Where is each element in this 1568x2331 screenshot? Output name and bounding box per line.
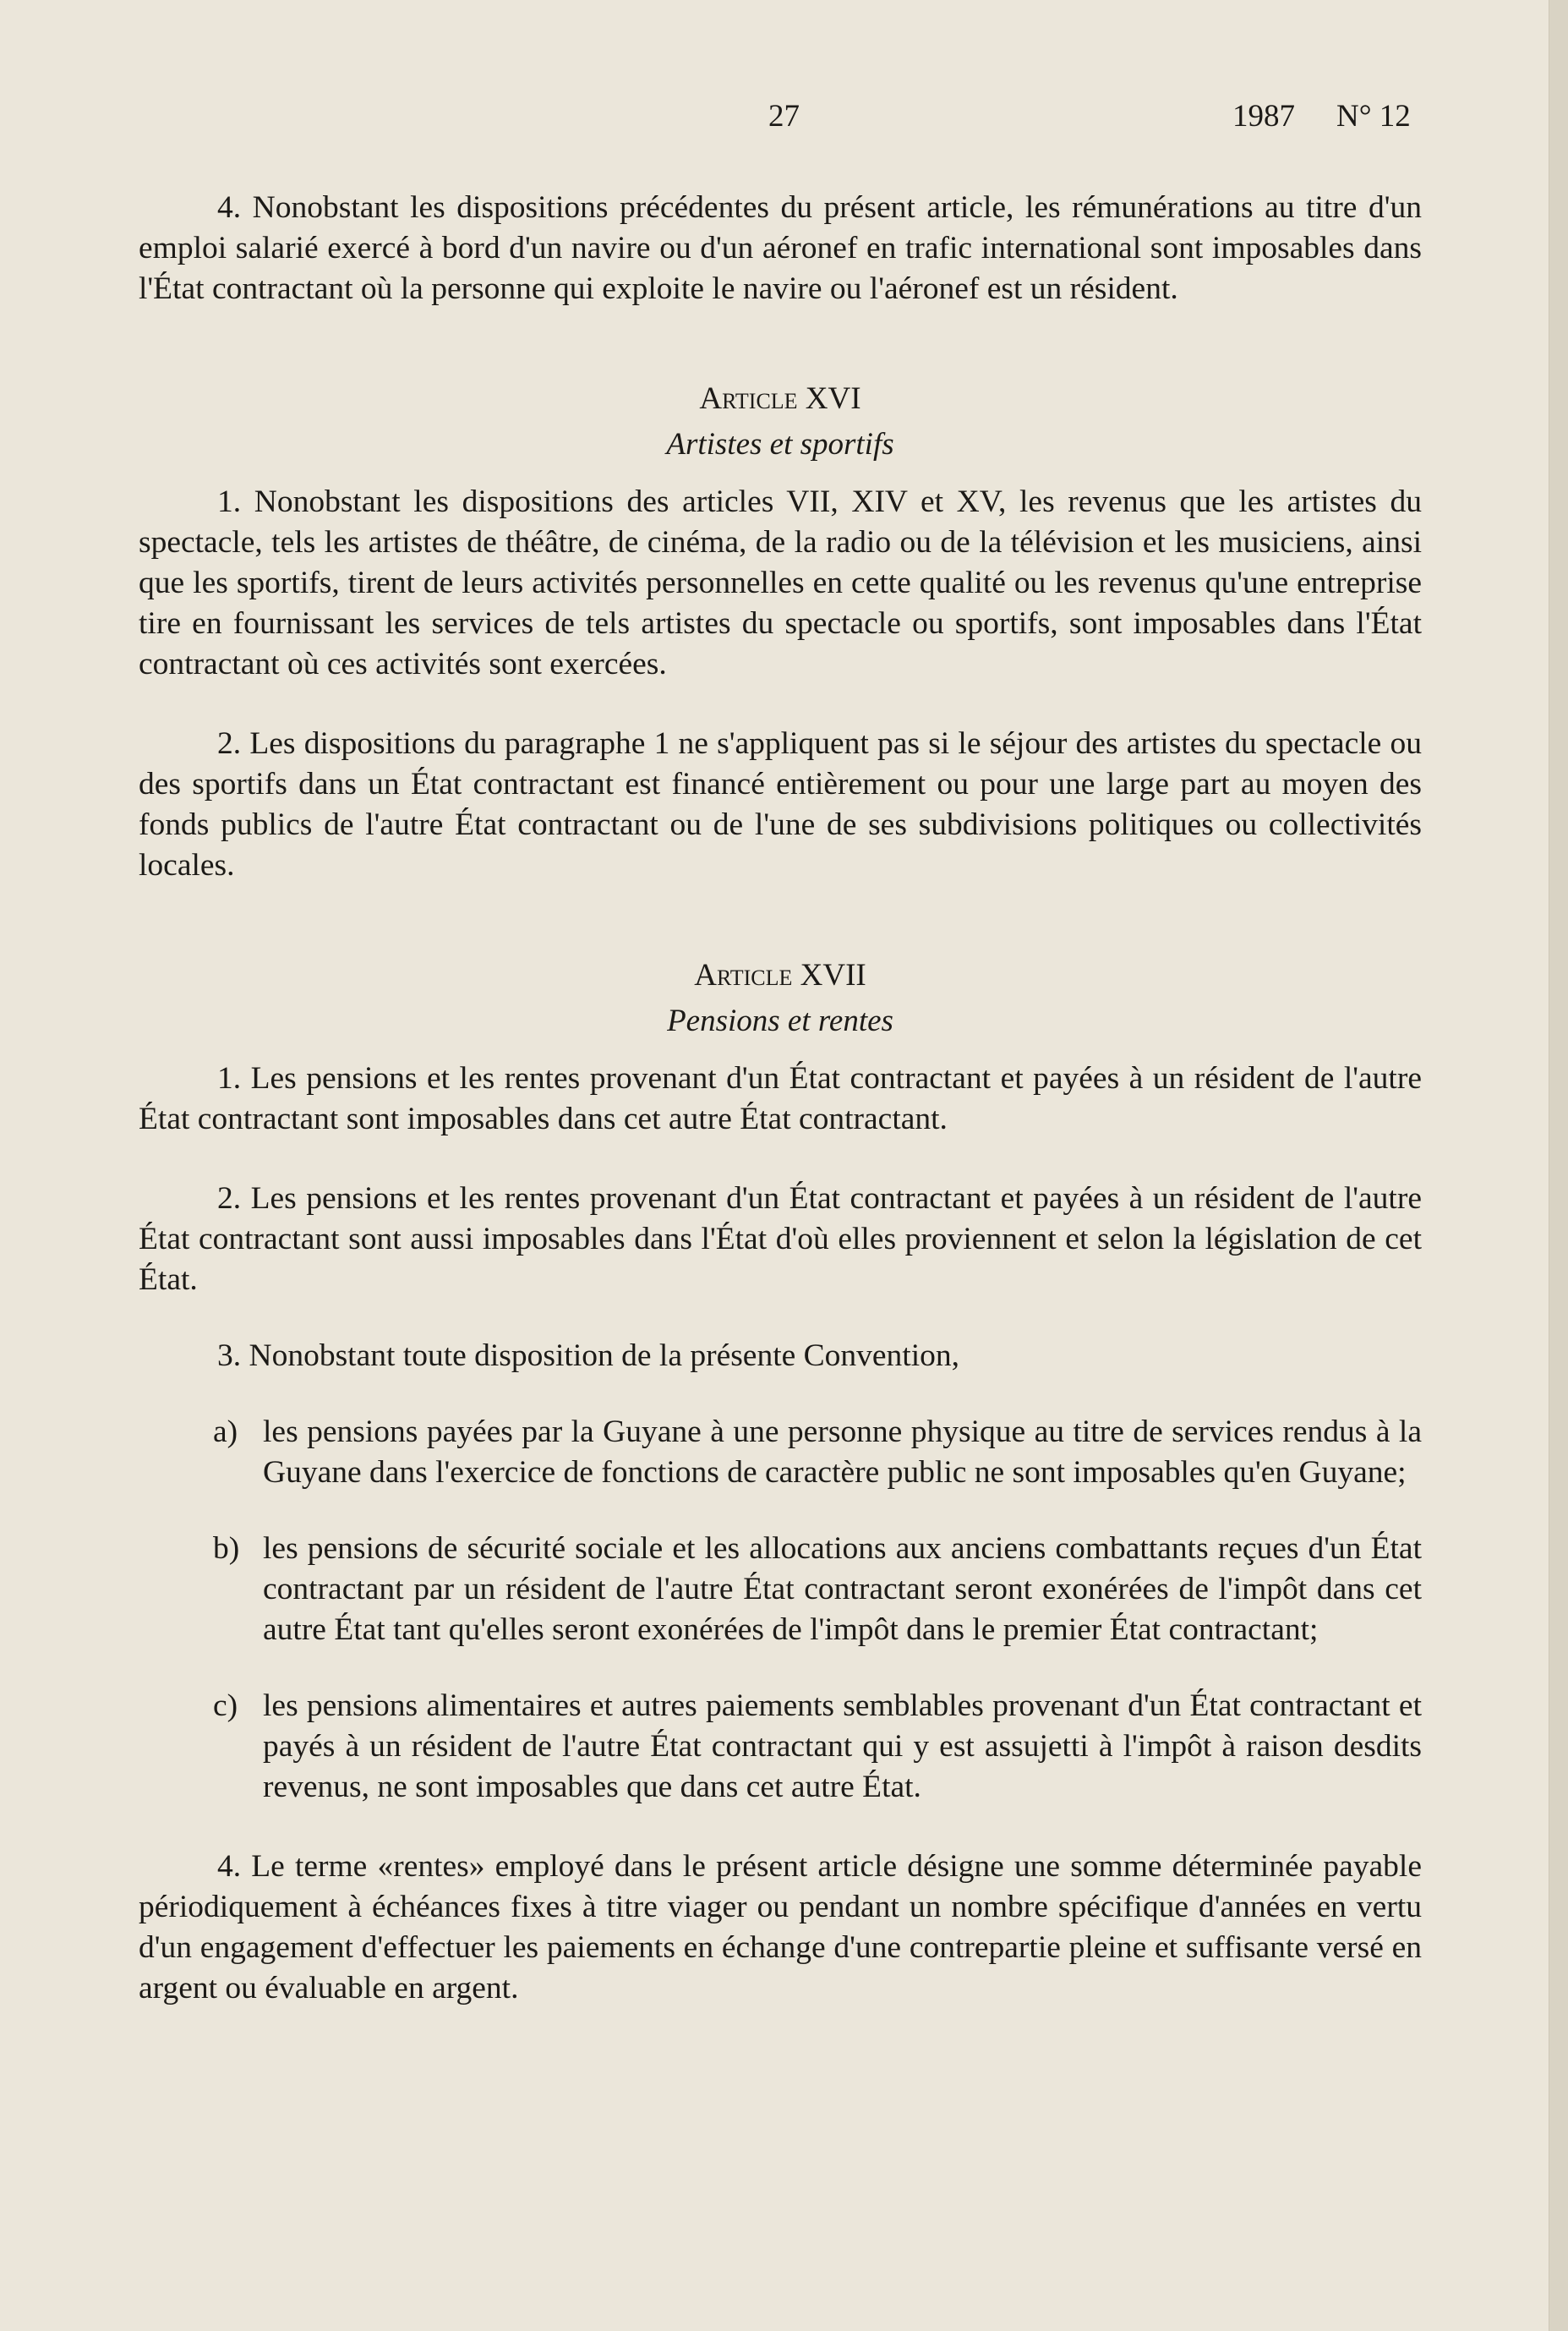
list-marker: c) bbox=[213, 1688, 238, 1723]
list-item-c bbox=[139, 1686, 1422, 1808]
article-xvi-subtitle: Artistes et sportifs bbox=[666, 427, 894, 462]
list-item-b bbox=[139, 1529, 1422, 1650]
page-number: 27 bbox=[768, 99, 800, 134]
article-xvii-paragraph-3: 3. Nonobstant toute disposition de la présente Convention, bbox=[217, 1338, 960, 1373]
list-item-text: les pensions payées par la Guyane à une personne physique au titre de services rendus à la Guyane dans l'exercice de fonctions de caractère public ne sont imposables qu'en Guyane; bbox=[263, 1414, 1422, 1490]
article-xvii-paragraph-2: 2. Les pensions et les rentes provenant d'un État contractant et payées à un résident de l'autre État contractant sont aussi imposables dans l'État d'où elles proviennent et selon la législation de cet État. bbox=[139, 1181, 1422, 1297]
article-xvi-paragraph-1: 1. Nonobstant les dispositions des articles VII, XIV et XV, les revenus que les artistes du spectacle, tels les artistes de théâtre, de cinéma, de la radio ou de la télévision et les musiciens, ainsi que les sportifs, tirent de leurs activités personnelles en cette qualité ou les revenus qu'une entreprise tire en fournissant les services de tels artistes du spectacle ou sportifs, sont imposables dans l'État contractant où ces activités sont exercées. bbox=[139, 484, 1422, 681]
page-body bbox=[139, 188, 1422, 2009]
list-marker: a) bbox=[213, 1414, 238, 1449]
paragraph-4-remunerations: 4. Nonobstant les dispositions précédentes du présent article, les rémunérations au titre d'un emploi salarié exercé à bord d'un navire ou d'un aéronef en trafic international sont imposables dans l'État contractant où la personne qui exploite le navire ou l'aéronef est un résident. bbox=[139, 190, 1422, 306]
list-item-text: les pensions de sécurité sociale et les allocations aux anciens combattants reçues d'un État contractant par un résident de l'autre État contractant seront exonérées de l'impôt dans cet autre État tant qu'elles seront exonérées de l'impôt dans le premier État contractant; bbox=[263, 1531, 1422, 1647]
list-marker: b) bbox=[213, 1531, 240, 1566]
header-year: 1987 bbox=[1232, 99, 1295, 134]
article-xvi-paragraph-2: 2. Les dispositions du paragraphe 1 ne s'appliquent pas si le séjour des artistes du spectacle ou des sportifs dans un État contractant est financé entièrement ou pour une large part au moyen des fonds publics de l'autre État contractant ou de l'une de ses subdivisions politiques ou collectivités locales. bbox=[139, 726, 1422, 883]
list-item-text: les pensions alimentaires et autres paiements semblables provenant d'un État contractant et payés à un résident de l'autre État contractant qui y est assujetti à l'impôt à raison desdits revenus, ne sont imposables que dans cet autre État. bbox=[263, 1688, 1422, 1804]
article-xvii-subtitle: Pensions et rentes bbox=[667, 1004, 893, 1038]
page-header bbox=[0, 98, 1568, 140]
article-xvii-title: Article XVII bbox=[694, 958, 866, 993]
header-issue-number: N° 12 bbox=[1336, 99, 1411, 134]
article-xvi-title: Article XVI bbox=[699, 381, 861, 416]
article-xvii-paragraph-1: 1. Les pensions et les rentes provenant d'un État contractant et payées à un résident de l'autre État contractant sont imposables dans cet autre État contractant. bbox=[139, 1061, 1422, 1136]
article-xvii-paragraph-4: 4. Le terme «rentes» employé dans le présent article désigne une somme déterminée payable périodiquement à échéances fixes à titre viager ou pendant un nombre spécifique d'années en vertu d'un engagement d'effectuer les paiements en échange d'une contrepartie pleine et suffisante versé en argent ou évaluable en argent. bbox=[139, 1849, 1422, 2005]
list-item-a bbox=[139, 1412, 1422, 1493]
page-edge bbox=[1549, 0, 1568, 2331]
